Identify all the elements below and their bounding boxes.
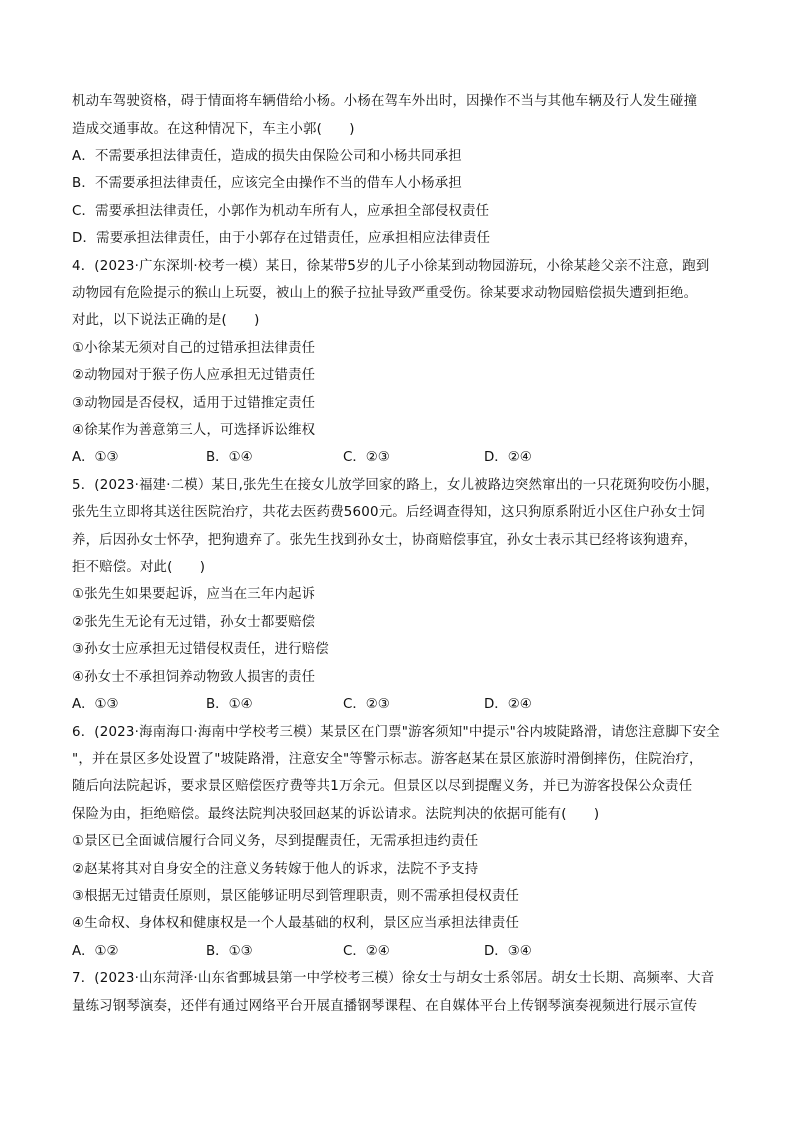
q7-stem-line: 量练习钢琴演奏，还伴有通过网络平台开展直播钢琴课程、在自媒体平台上传钢琴演奏视频进行展示宣传 bbox=[72, 999, 698, 1014]
q6-stem-line: "，并在景区多处设置了"坡陡路滑，注意安全"等警示标志。游客赵某在景区旅游时滑倒摔伤，住院治疗， bbox=[72, 752, 703, 767]
q5-statement-2: ②张先生无论有无过错，孙女士都要赔偿 bbox=[72, 615, 316, 630]
q5-stem-line: 养，后因孙女士怀孕，把狗遗弃了。张先生找到孙女士，协商赔偿事宜，孙女士表示其已经将该狗遗弃， bbox=[72, 533, 698, 548]
q3-option-d: D．需要承担法律责任，由于小郭存在过错责任，应承担相应法律责任 bbox=[72, 231, 491, 246]
q4-choice-c: C．②③ bbox=[343, 450, 390, 465]
q4-stem-line: 动物园有危险提示的猴山上玩耍，被山上的猴子拉扯导致严重受伤。徐某要求动物园赔偿损失遭到拒绝。 bbox=[72, 286, 698, 301]
q6-choice-a: A．①② bbox=[72, 944, 119, 959]
q5-choice-c: C．②③ bbox=[343, 697, 390, 712]
q4-statement-4: ④徐某作为善意第三人，可选择诉讼维权 bbox=[72, 423, 316, 438]
q3-text-line: 机动车驾驶资格，碍于情面将车辆借给小杨。小杨在驾车外出时，因操作不当与其他车辆及行人发生碰撞 bbox=[72, 94, 698, 109]
q6-choice-b: B．①③ bbox=[206, 944, 253, 959]
q4-choice-b: B．①④ bbox=[206, 450, 253, 465]
q4-statement-2: ②动物园对于猴子伤人应承担无过错责任 bbox=[72, 368, 316, 383]
q6-statement-4: ④生命权、身体权和健康权是一个人最基础的权利，景区应当承担法律责任 bbox=[72, 916, 520, 931]
q4-stem-line: 4．(2023·广东深圳·校考一模）某日，徐某带5岁的儿子小徐某到动物园游玩，小徐某趁父亲不注意，跑到 bbox=[72, 259, 710, 274]
q4-stem-line: 对此，以下说法正确的是( ) bbox=[72, 313, 260, 328]
q5-statement-3: ③孙女士应承担无过错侵权责任，进行赔偿 bbox=[72, 642, 329, 657]
q6-choice-d: D．③④ bbox=[484, 944, 532, 959]
q4-choice-a: A．①③ bbox=[72, 450, 119, 465]
q4-statement-3: ③动物园是否侵权，适用于过错推定责任 bbox=[72, 396, 316, 411]
q6-stem-line: 保险为由，拒绝赔偿。最终法院判决驳回赵某的诉讼请求。法院判决的依据可能有( ) bbox=[72, 807, 600, 822]
q6-choice-c: C．②④ bbox=[343, 944, 390, 959]
q3-option-c: C．需要承担法律责任，小郭作为机动车所有人，应承担全部侵权责任 bbox=[72, 204, 490, 219]
q6-statement-1: ①景区已全面诚信履行合同义务，尽到提醒责任，无需承担违约责任 bbox=[72, 834, 479, 849]
q4-choice-d: D．②④ bbox=[484, 450, 532, 465]
q5-choice-b: B．①④ bbox=[206, 697, 253, 712]
q5-statement-1: ①张先生如果要起诉，应当在三年内起诉 bbox=[72, 587, 316, 602]
q6-stem-line: 6．(2023·海南海口·海南中学校考三模）某景区在门票"游客须知"中提示"谷内坡陡路滑，请您注意脚下安全 bbox=[72, 725, 720, 740]
q5-statement-4: ④孙女士不承担饲养动物致人损害的责任 bbox=[72, 670, 316, 685]
q5-stem-line: 拒不赔偿。对此( ) bbox=[72, 560, 206, 575]
q7-stem-line: 7．(2023·山东菏泽·山东省鄄城县第一中学校考三模）徐女士与胡女士系邻居。胡女士长期、高频率、大音 bbox=[72, 971, 715, 986]
q5-stem-line: 张先生立即将其送往医院治疗，共花去医药费5600元。后经调查得知，这只狗原系附近小区住户孙女士饲 bbox=[72, 505, 705, 520]
q4-statement-1: ①小徐某无须对自己的过错承担法律责任 bbox=[72, 341, 316, 356]
q5-choice-a: A．①③ bbox=[72, 697, 119, 712]
q3-option-a: A．不需要承担法律责任，造成的损失由保险公司和小杨共同承担 bbox=[72, 149, 462, 164]
q5-choice-d: D．②④ bbox=[484, 697, 532, 712]
q6-stem-line: 随后向法院起诉，要求景区赔偿医疗费等共1万余元。但景区以尽到提醒义务，并已为游客投保公众责任 bbox=[72, 779, 693, 794]
q6-statement-3: ③根据无过错责任原则，景区能够证明尽到管理职责，则不需承担侵权责任 bbox=[72, 889, 520, 904]
q3-text-line: 造成交通事故。在这种情况下，车主小郭( ) bbox=[72, 122, 355, 137]
q3-option-b: B．不需要承担法律责任，应该完全由操作不当的借车人小杨承担 bbox=[72, 176, 462, 191]
q6-statement-2: ②赵某将其对自身安全的注意义务转嫁于他人的诉求，法院不予支持 bbox=[72, 862, 479, 877]
q5-stem-line: 5．(2023·福建·二模）某日,张先生在接女儿放学回家的路上，女儿被路边突然窜出的一只花斑狗咬伤小腿， bbox=[72, 478, 719, 493]
